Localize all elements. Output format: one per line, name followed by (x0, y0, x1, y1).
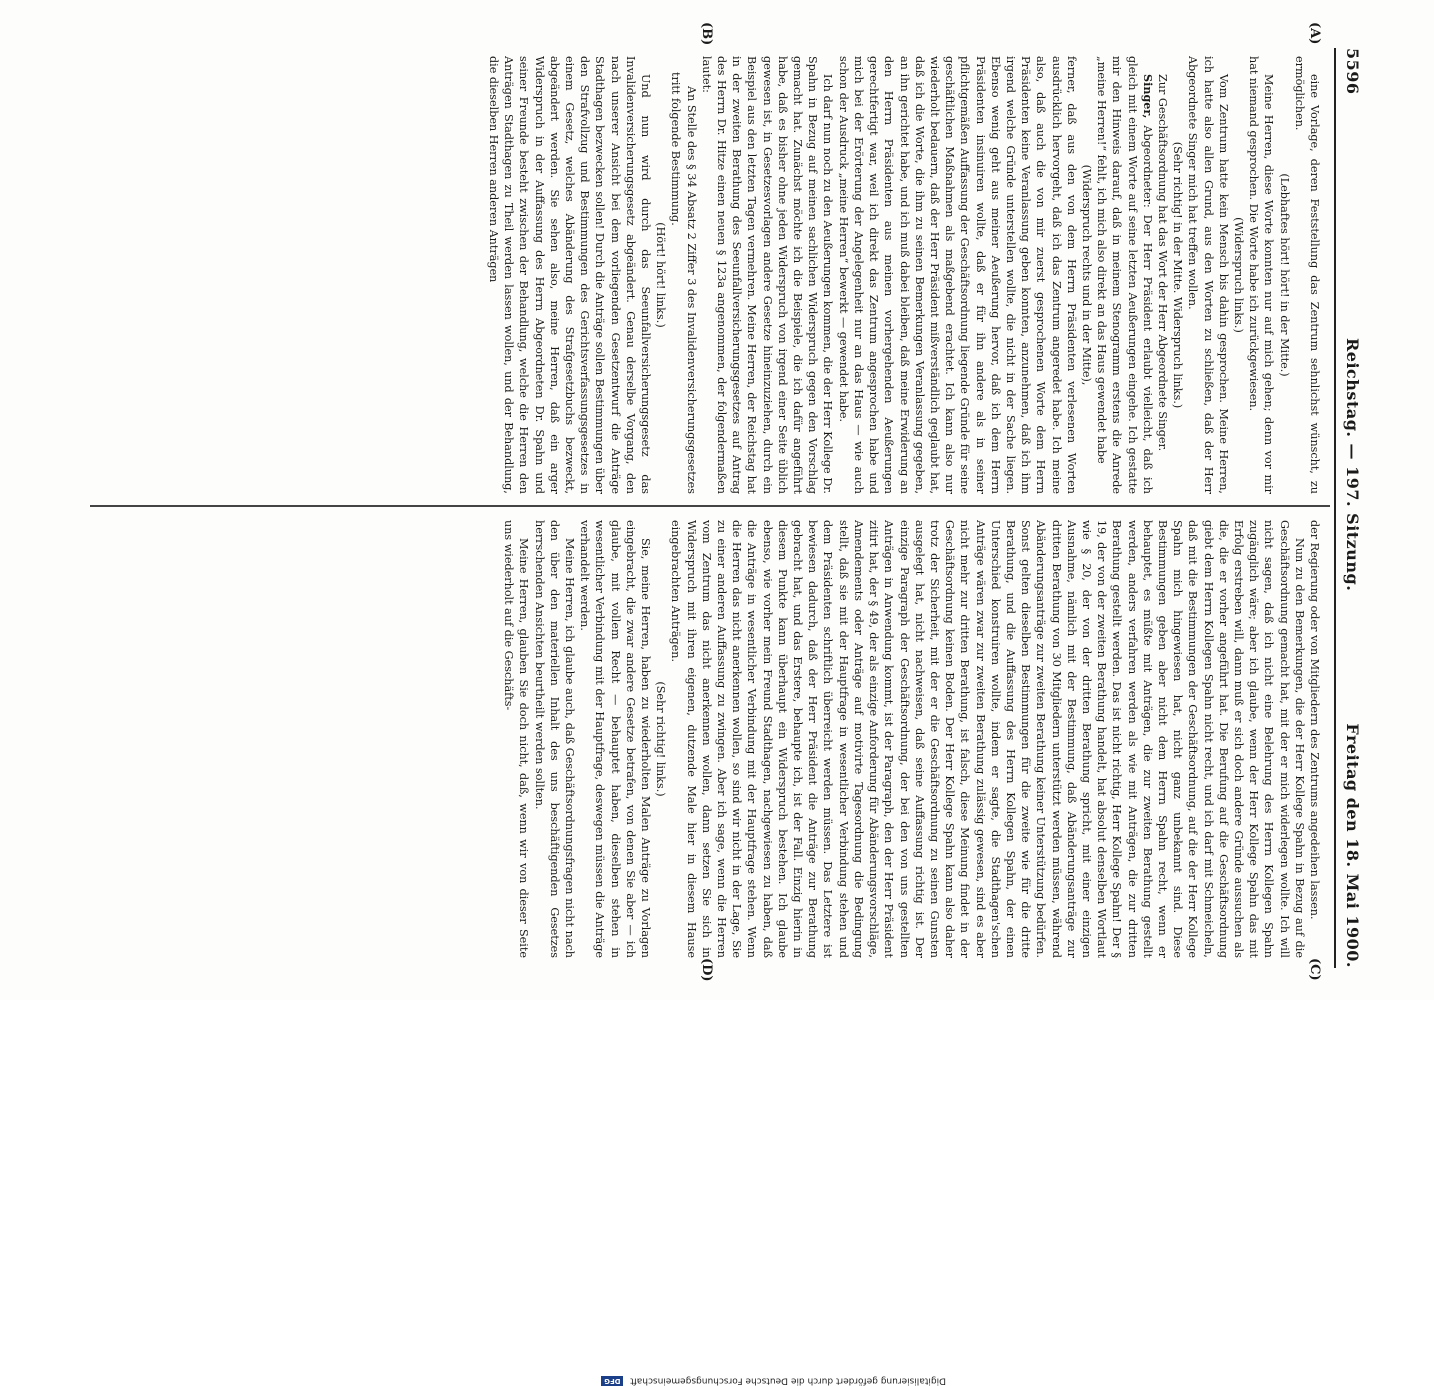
interjection: (Sehr richtig! in der Mitte. Widerspruch links.) (1171, 141, 1185, 409)
quoted-provision: An Stelle des § 34 Absatz 2 Ziffer 3 des Invalidenversicherungsgesetzes tritt folgende Bestimmung. (669, 72, 698, 494)
credit-text: Digitalisierung gefördert durch die Deutsche Forschungsgemeinschaft (630, 1375, 946, 1386)
digitization-credit (6, 1370, 946, 1386)
body-paragraph: Meine Herren, diese Worte konnten nur auf mich gehen; denn vor mir hat niemand gesprochen. Die Worte habe ich zurückgewiesen. (1247, 56, 1276, 494)
session-date: Freitag den 18. Mai 1900. (1343, 723, 1362, 968)
header-rule (1334, 48, 1336, 968)
speaker-text: Abgeordneter: Der Herr Präsident erlaubt vielleicht, daß ich gleich mit einem Worte auf seine letzten Aeußerungen eingehe. Ich gestatte mir den Hinweis darauf, daß in meinem Stenogramm erstens die Anrede „meine Herren!“ fehlt, ich mich also direkt an das Haus gewendet habe (1095, 56, 1154, 494)
margin-marker-d: (D) (699, 958, 714, 982)
body-paragraph: Vom Zentrum hatte kein Mensch bis dahin gesprochen. Meine Herren, ich hatte also allen Grund, aus den Worten zu schließen, daß der Herr Abgeordnete Singer mich hat treffen wollen. (1186, 56, 1230, 494)
margin-marker-c: (C) (1307, 958, 1322, 981)
interjection: (Widerspruch rechts und in der Mitte), (1079, 164, 1093, 386)
margin-marker-a: (A) (1307, 22, 1322, 45)
body-paragraph: Meine Herren, ich glaube auch, daß Geschäftsordnungsfragen nicht nach den über den materiellen Inhalt des uns beschäftigenden Gesetzes herrschenden Ansichten beurtheilt werden sollten. (532, 520, 577, 958)
page-number: 5596 (1343, 48, 1362, 95)
body-paragraph: Ich darf nun noch zu den Aeußerungen kommen, die der Herr Kollege Dr. Spahn in Bezug auf meinen sachlichen Widerspruch gegen den Vorschlag gemacht hat. Zunächst möchte ich die Beispiele, die ich dafür angeführt habe, daß es bisher ohne jeden Widerspruch von irgend einer Seite üblich gewesen ist, in Gesetzesvorlagen andere Gesetze hineinzuziehen, durch ein Beispiel aus den letzten Tagen vermehren. Meine Herren, der Reichstag hat in der zweiten Berathung des Seeunfallversicherungsgesetzes auf Antrag des Herrn Dr. Hitze einen neuen § 123a angenommen, der folgendermaßen lautet: (699, 56, 835, 494)
body-paragraph: Meine Herren, glauben Sie doch nicht, daß, wenn wir von dieser Seite uns wiederholt auf die Geschäfts- (502, 520, 531, 958)
interjection: (Lebhaftes hört! hört! in der Mitte.) (1277, 173, 1291, 377)
left-text-column (82, 56, 1322, 494)
column-divider (90, 505, 1330, 507)
body-paragraph: ferner, daß aus den von dem Herrn Präsidenten verlesenen Worten ausdrücklich hervorgeht, daß ich das Zentrum angeredet habe. Ich meine also, daß auch die von mir zuerst gesprochenen Worte dem Herrn Präsidenten keine Veranlassung geben konnten, anzunehmen, daß ich ihm irgend welche Gründe unterstellen wollte, die nicht in der Sache liegen. Ebenso wenig geht aus meiner Aeußerung hervor, daß ich dem Herrn Präsidenten insinuiren wollte, daß er für ihn andere als in seiner pflichtgemäßen Auffassung der Geschäftsordnung liegende Gründe für seine geschäftlichen Maßnahmen als maßgebend erachtet. Ich kann also nur wiederholt bedauern, daß der Herr Präsident mißverständlich geglaubt hat, daß ich die Worte, die ihm zu seinen Bemerkungen Veranlassung gegeben, an ihn gerichtet habe, und ich muß dabei bleiben, daß meine Erwiderung an den Herrn Präsidenten aus meinen vorhergehenden Aeußerungen gerechtfertigt war, weil ich direkt das Zentrum angesprochen habe und mich bei der Erörterung der Angelegenheit nur an das Haus — wie auch schon der Ausdruck „meine Herren“ bewerkt — gewendet habe. (836, 56, 1078, 494)
body-paragraph: Zur Geschäftsordnung hat das Wort der Herr Abgeordnete Singer. (1155, 74, 1169, 452)
session-title: Reichstag. — 197. Sitzung. (1343, 338, 1362, 592)
page-header (1336, 48, 1364, 968)
right-text-column (82, 520, 1322, 958)
body-paragraph: Und nun wird durch das Seeunfallversicherungsgesetz das Invalidenversicherungsgesetz abgeändert. Genau derselbe Vorgang, den nach unserer Ansicht bei dem vorliegenden Gesetzentwurf die Anträge Stadthagen bezwecken sollen! Durch die Anträge sollen Bestimmungen über den Strafvollzug und Bestimmungen des Gerichtsverfassungsgesetzes in einem Gesetz, welches Abänderung des Strafgesetzbuchs bezweckt, abgeändert werden. Sie sehen also, meine Herren, daß ein arger Widerspruch in der Auffassung des Herrn Abgeordneten Dr. Spahn und seiner Freunde besteht zwischen der Behandlung, welche die Herren den Anträgen Stadthagen zu Theil werden lassen wollen, und der Behandlung, die dieselben Herren anderen Anträgen (487, 56, 653, 494)
body-paragraph: der Regierung oder von Mitgliedern des Zentrums angedeihen lassen. (1308, 520, 1321, 920)
dfg-logo-icon: DFG (601, 1376, 623, 1386)
body-paragraph: eine Vorlage, deren Feststellung das Zentrum sehnlichst wünscht, zu ermöglichen. (1292, 56, 1321, 494)
body-paragraph: Sie, meine Herren, haben zu wiederholten Malen Anträge zu Vorlagen eingebracht, die zwar andere Gesetze betrafen, von denen Sie aber — ich glaube, mit vollem Recht — behauptet haben, dieselben stehen in wesentlicher Verbindung mit der Hauptfrage, deswegen müssen die Anträge verhandelt werden. (578, 520, 653, 958)
body-paragraph: Nun zu den Bemerkungen, die der Herr Kollege Spahn in Bezug auf die Geschäftsordnung gemacht hat, mit der er mich widerlegen wollte. Ich will nicht sagen, daß ich nicht eine Belehrung des Herrn Kollegen Spahn zugänglich wäre; aber ich glaube, wenn der Herr Kollege Spahn das mit Erfolg erstreben will, dann muß er sich doch andere Gründe aussuchen als die, die er vorher angeführt hat. Die Berufung auf die Geschäftsordnung giebt dem Herrn Kollegen Spahn nicht recht, und ich darf mit Schmeicheln, daß mit die Bestimmungen der Geschäftsordnung, auf die der Herr Kollege Spahn mich hingewiesen hat, nicht ganz unbekannt sind. Diese Bestimmungen geben aber nicht dem Herrn Spahn recht, wenn er behauptet, es müßte mit Anträgen, die zur zweiten Berathung gestellt werden, anders verfahren werden als wie mit Anträgen, die zur dritten Berathung gestellt werden. Das ist nicht richtig, Herr Kollege Spahn! Der § 19, der von der zweiten Berathung handelt, hat absolut denselben Wortlaut wie § 20, der von der dritten Berathung spricht, mit einer einzigen Ausnahme, nämlich mit der Bestimmung, daß Abänderungsanträge zur dritten Berathung von 30 Mitgliedern unterstützt werden müssen, während Abänderungsanträge zur zweiten Berathung keiner Unterstützung bedürfen. Sonst gelten dieselben Bestimmungen für die zweite wie für die dritte Berathung, und die Auffassung des Herrn Kollegen Spahn, der einen Unterschied konstruiren wollte, indem er sagte, die Stadthagen'schen Anträge wären zwar zur zweiten Berathung zulässig gewesen, sind es aber nicht mehr zur dritten Berathung, ist falsch, diese Meinung findet in der Geschäftsordnung keinen Boden. Der Herr Kollege Spahn kann also daher trotz der Sicherheit, mit der er die Geschäftsordnung zu seinen Gunsten ausgelegt hat, nicht nachweisen, daß seine Auffassung richtig ist. Der einzige Paragraph der Geschäftsordnung, der bei den von uns gestellten Anträgen in Anwendung kommt, ist der Paragraph, den der Herr Präsident zitirt hat, der § 49, der als einzige Anforderung für Abänderungsvorschläge, Amendements oder Anträge auf motivirte Tagesordnung die Bedingung stellt, daß sie mit der Hauptfrage in wesentlicher Verbindung stehen und dem Präsidenten schriftlich überreicht werden müssen. Das Letztere ist bewiesen dadurch, daß der Herr Präsident die Anträge zur Berathung gebracht hat, und das Erstere, behaupte ich, ist der Fall. Einzig hierin in diesem Punkte kann überhaupt ein Widerspruch bestehen. Ich glaube ebenso, wie vorher mein Freund Stadthagen, nachgewiesen zu haben, daß die Anträge in wesentlicher Verbindung mit der Hauptfrage stehen. Wenn die Herren das nicht anerkennen wollen, so sind wir nicht in der Lage, Sie zu einer anderen Auffassung zu zwingen. Aber ich sage, wenn die Herren vom Zentrum das nicht anerkennen wollen, dann setzen Sie sich in Widerspruch mit ihren eigenen, dutzende Male hier in diesem Hause eingebrachten Anträgen. (669, 520, 1306, 958)
margin-marker-b: (B) (699, 22, 714, 46)
interjection: (Widerspruch links.) (1231, 217, 1245, 333)
interjection: (Hört! hört! links.) (654, 222, 668, 328)
speaker-paragraph (1094, 56, 1155, 494)
interjection: (Sehr richtig! links.) (654, 681, 668, 797)
speaker-name: Singer, (1140, 74, 1155, 119)
